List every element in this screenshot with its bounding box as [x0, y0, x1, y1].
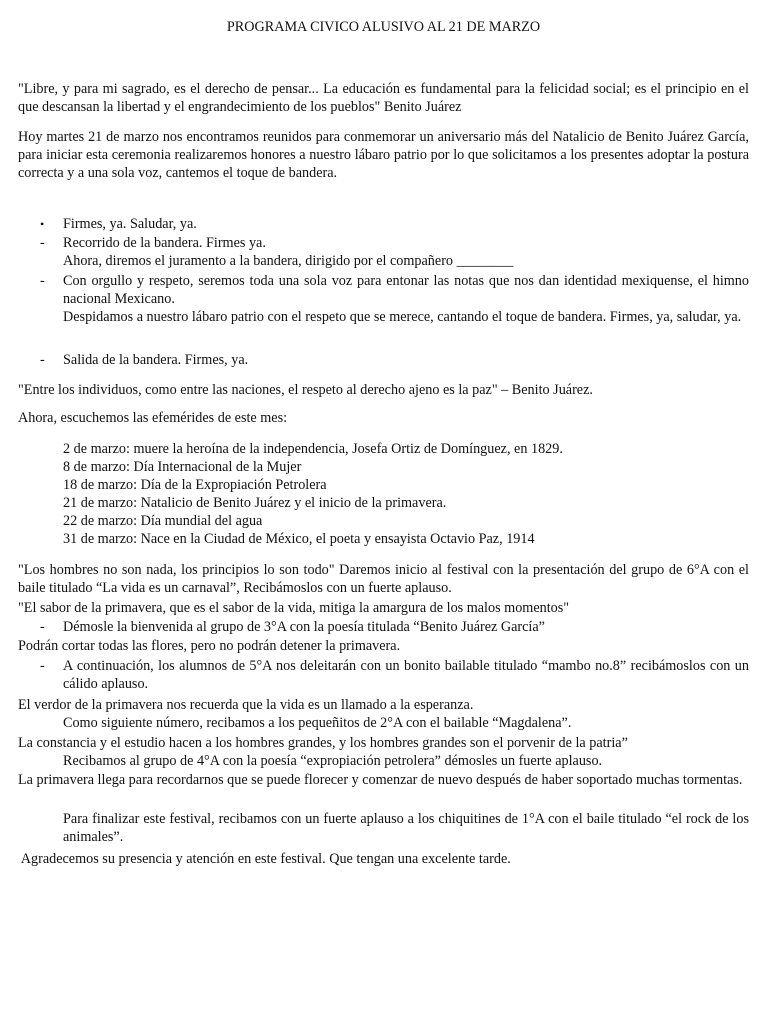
efemeride-item: 8 de marzo: Día Internacional de la Mujer [63, 459, 302, 475]
dash-marker: - [40, 273, 45, 289]
festival-indent-text: Recibamos al grupo de 4°A con la poesía “expropiación petrolera” démosles un fuerte aplauso. [63, 753, 603, 769]
bullet-marker: • [40, 217, 45, 231]
dash-marker: - [40, 235, 45, 251]
honors-item-2 [18, 234, 749, 270]
quote-juarez-paz: "Entre los individuos, como entre las naciones, el respeto al derecho ajeno es la paz" – Benito Juárez. [18, 382, 593, 398]
efemerides-list [63, 440, 749, 548]
dash-marker: - [40, 658, 45, 674]
efemeride-item: 22 de marzo: Día mundial del agua [63, 513, 263, 529]
festival-dash-item-2 [18, 657, 749, 693]
honors-item-text: Firmes, ya. Saludar, ya. [63, 216, 197, 232]
efemeride-item: 18 de marzo: Día de la Expropiación Petrolera [63, 477, 327, 493]
festival-indent-3 [18, 810, 749, 846]
document-title: PROGRAMA CIVICO ALUSIVO AL 21 DE MARZO [226, 19, 541, 35]
honors-item-3 [18, 272, 749, 326]
honors-item-text: Con orgullo y respeto, seremos toda una sola voz para entonar las notas que nos dan identidad mexiquense, el himno nacional Mexicano. [63, 273, 749, 307]
honors-item-text: Salida de la bandera. Firmes, ya. [63, 352, 249, 368]
festival-dash-item-1 [18, 618, 749, 636]
efemeride-item: 2 de marzo: muere la heroína de la independencia, Josefa Ortiz de Domínguez, en 1829. [63, 441, 563, 457]
festival-quote-verdor: El verdor de la primavera nos recuerda que la vida es un llamado a la esperanza. [18, 697, 474, 713]
festival-item-text: Démosle la bienvenida al grupo de 3°A con la poesía titulada “Benito Juárez García” [63, 619, 545, 635]
honors-item-1 [18, 215, 749, 233]
festival-indent-text: Para finalizar este festival, recibamos con un fuerte aplauso a los chiquitines de 1°A con el baile titulado “el rock de los animales”. [63, 811, 749, 845]
festival-quote-primavera: "El sabor de la primavera, que es el sabor de la vida, mitiga la amargura de los malos momentos" [18, 600, 570, 616]
honors-item-continuation: Despidamos a nuestro lábaro patrio con el respeto que se merece, cantando el toque de bandera. Firmes, ya, saludar, ya. [63, 309, 742, 325]
dash-marker: - [40, 619, 45, 635]
festival-item-text: A continuación, los alumnos de 5°A nos deleitarán con un bonito bailable titulado “mambo no.8” recibámoslos con un cálido aplauso. [63, 658, 749, 692]
dash-marker: - [40, 352, 45, 368]
intro-paragraph: Hoy martes 21 de marzo nos encontramos reunidos para conmemorar un aniversario más del Natalicio de Benito Juárez García, para iniciar esta ceremonia realizaremos honores a nuestro lábaro patrio por lo que solicitamos a los presentes adoptar la postura correcta y a una sola voz, cantemos el toque de bandera. [18, 129, 749, 181]
honors-item-continuation: Ahora, diremos el juramento a la bandera, dirigido por el compañero ________ [63, 253, 514, 269]
closing-paragraph: Agradecemos su presencia y atención en este festival. Que tengan una excelente tarde. [18, 851, 511, 867]
honors-item-4 [18, 351, 749, 369]
festival-indent-2 [18, 752, 749, 770]
efemeride-item: 31 de marzo: Nace en la Ciudad de México, el poeta y ensayista Octavio Paz, 1914 [63, 531, 535, 547]
festival-indent-text: Como siguiente número, recibamos a los pequeñitos de 2°A con el bailable “Magdalena”. [63, 715, 572, 731]
festival-quote-florecer: La primavera llega para recordarnos que se puede florecer y comenzar de nuevo después de haber soportado muchas tormentas. [18, 772, 743, 788]
efemerides-intro: Ahora, escuchemos las efemérides de este mes: [18, 410, 288, 426]
honors-item-text: Recorrido de la bandera. Firmes ya. [63, 235, 266, 251]
efemeride-item: 21 de marzo: Natalicio de Benito Juárez y el inicio de la primavera. [63, 495, 447, 511]
festival-indent-1 [18, 714, 749, 732]
festival-quote-flores: Podrán cortar todas las flores, pero no podrán detener la primavera. [18, 638, 401, 654]
quote-juarez-pensar: "Libre, y para mi sagrado, es el derecho de pensar... La educación es fundamental para la felicidad social; es el principio en el que descansan la libertad y el engrandecimiento de los pueblos" Benito Juárez [18, 81, 749, 115]
festival-paragraph-1: "Los hombres no son nada, los principios lo son todo" Daremos inicio al festival con la presentación del grupo de 6°A con el baile titulado “La vida es un carnaval”, Recibámoslos con un fuerte aplauso. [18, 562, 749, 596]
festival-quote-constancia: La constancia y el estudio hacen a los hombres grandes, y los hombres grandes son el porvenir de la patria” [18, 735, 628, 751]
